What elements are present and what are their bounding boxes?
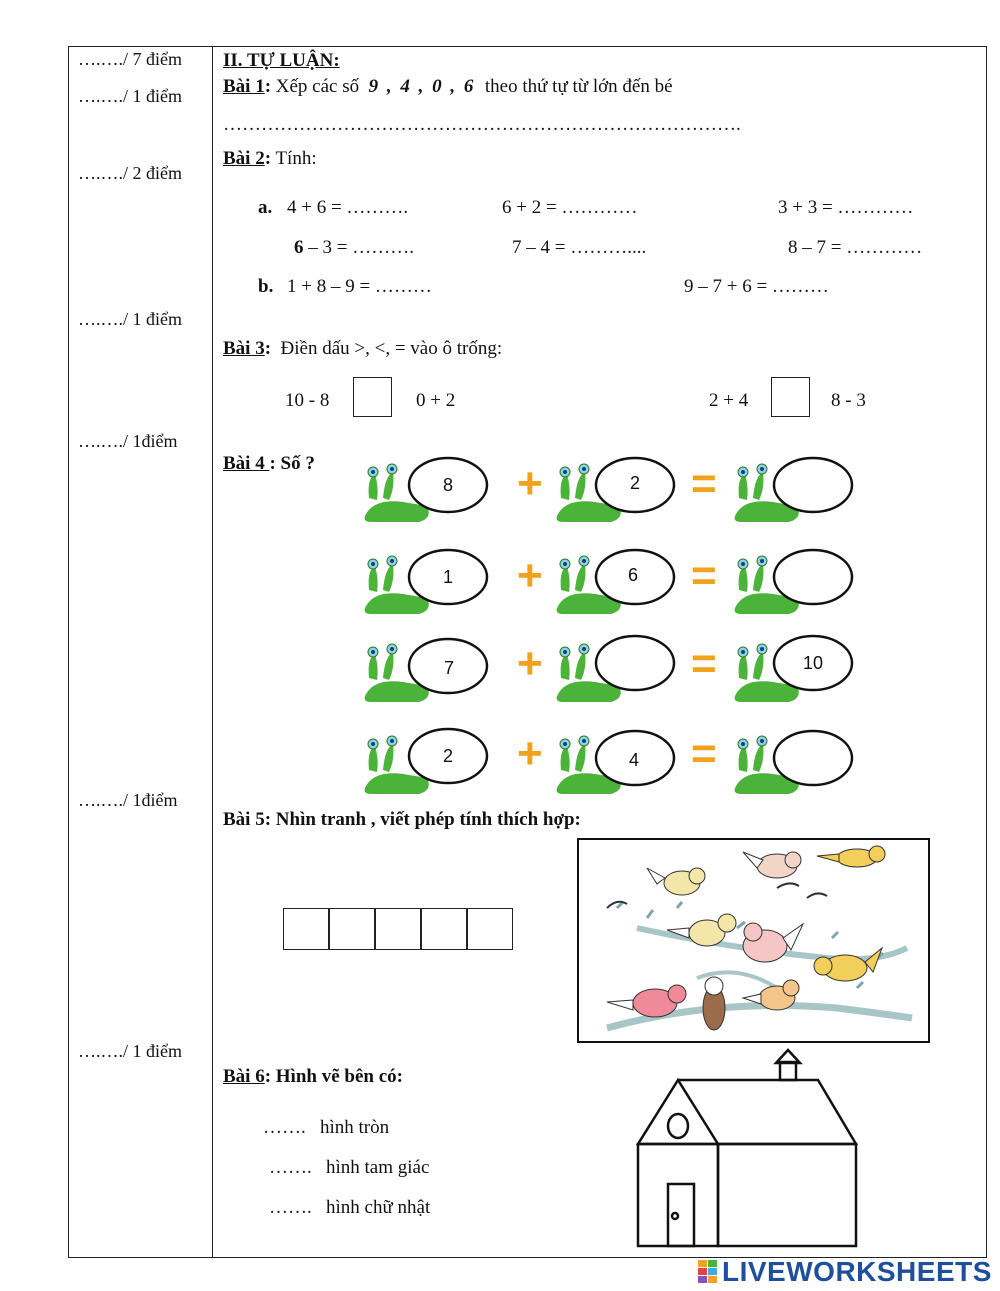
bai4-equals-r2: = <box>691 551 717 600</box>
bai1-label: Bài 1 <box>223 76 265 97</box>
round-window <box>668 1114 688 1138</box>
bai4-oval-r4-c[interactable] <box>774 731 852 785</box>
bai4-plus-r1: + <box>517 459 543 508</box>
side-wall <box>718 1144 856 1246</box>
bai6-prompt <box>223 1066 403 1088</box>
bai4-r2-a-value: 1 <box>442 567 453 587</box>
bai5-answer-cell-5[interactable] <box>467 908 513 950</box>
bai4-oval-r3-b[interactable] <box>596 636 674 690</box>
bai2-b-label: b. <box>258 276 274 297</box>
score-bai5: ….…./ 1điểm <box>78 790 178 810</box>
roof-side <box>678 1080 856 1144</box>
bai4-equals-r4: = <box>691 729 717 778</box>
bai6-item-3 <box>269 1197 430 1219</box>
bai6-item1-label: hình tròn <box>320 1117 390 1138</box>
bai2-a4[interactable] <box>294 237 414 259</box>
bai6-item3-label: hình chữ nhật <box>326 1197 431 1218</box>
score-part2: ….…./ 7 điểm <box>78 49 182 69</box>
bai4-oval-r1-c[interactable] <box>774 458 852 512</box>
score-bai3: ….…./ 1 điểm <box>78 309 182 329</box>
bai3-compare-box-1[interactable] <box>353 377 392 417</box>
score-bai6: ….…./ 1 điểm <box>78 1041 182 1061</box>
bai2-label: Bài 2 <box>223 148 265 169</box>
bai4-r3-a-value: 7 <box>443 658 454 678</box>
section-title: II. TỰ LUẬN: <box>223 50 340 71</box>
bai4-oval-r2-c[interactable] <box>774 550 852 604</box>
bai1-text-after: theo thứ tự từ lớn đến bé <box>484 76 673 97</box>
chimney <box>780 1062 796 1080</box>
bai6-item3-dots[interactable]: ……. <box>269 1197 312 1218</box>
bai6-item1-dots[interactable]: ……. <box>263 1117 306 1138</box>
score-column-divider <box>212 46 213 1258</box>
bai6-label: Bài 6 <box>223 1066 265 1087</box>
bai4-r4-a-value: 2 <box>442 746 453 766</box>
bai2-b1[interactable]: 1 + 8 – 9 = ……… <box>287 276 432 297</box>
bai5-birds-picture <box>577 838 930 1043</box>
score-bai4: ….…./ 1điểm <box>78 431 178 451</box>
bai1-numbers: 9 , 4 , 0 , 6 <box>368 76 476 97</box>
bai6-text: : Hình vẽ bên có: <box>264 1066 403 1087</box>
bai5-answer-cell-1[interactable] <box>283 908 329 950</box>
bai2-a2[interactable]: 6 + 2 = ………… <box>502 197 638 218</box>
bai3-left1: 10 - 8 <box>285 390 330 411</box>
bai5-prompt: Bài 5: Nhìn tranh , viết phép tính thích hợp: <box>223 809 581 830</box>
roof-triangle <box>638 1080 718 1144</box>
bai2-a5[interactable]: 7 – 4 = ……….... <box>512 237 647 258</box>
bai3-prompt: Bài 3: Điền dấu >, <, = vào ô trống: <box>223 338 503 359</box>
bai2-a1[interactable]: 4 + 6 = ………. <box>287 197 409 218</box>
liveworksheets-logo <box>698 1256 992 1288</box>
bai4-r1-a-value: 8 <box>442 475 453 495</box>
bai5-answer-cell-3[interactable] <box>375 908 421 950</box>
bai4-label: Bài 4 <box>223 453 270 474</box>
bai4-prompt <box>223 453 315 475</box>
bai3-left2: 2 + 4 <box>709 390 749 411</box>
score-bai1: ….…./ 1 điểm <box>78 86 182 106</box>
bai6-item2-label: hình tam giác <box>326 1157 430 1178</box>
bai4-plus-r3: + <box>517 639 543 688</box>
brand-text: LIVEWORKSHEETS <box>722 1256 992 1287</box>
bai3-right1: 0 + 2 <box>416 390 456 411</box>
front-wall <box>638 1144 718 1246</box>
bai2-a6[interactable]: 8 – 7 = ………… <box>788 237 923 258</box>
bai6-item-2 <box>269 1157 429 1179</box>
bai4-r4-b-value: 4 <box>628 750 639 770</box>
bai4-r3-c-value: 10 <box>802 653 824 673</box>
bai4-plus-r4: + <box>517 729 543 778</box>
bai2-text: Tính: <box>275 148 317 169</box>
score-bai2: ….…./ 2 điểm <box>78 163 182 183</box>
bai5-answer-cell-2[interactable] <box>329 908 375 950</box>
bai6-item-1 <box>263 1117 389 1139</box>
bai6-house-drawing <box>634 1046 860 1250</box>
bai4-r2-b-value: 6 <box>627 565 638 585</box>
bai2-a-label: a. <box>258 197 273 218</box>
bai2-a4-rest: – 3 = ………. <box>303 237 414 258</box>
bai2-b2[interactable]: 9 – 7 + 6 = ……… <box>684 276 829 297</box>
bai1-text-before: Xếp các số <box>275 76 360 97</box>
door-knob <box>672 1213 678 1219</box>
bai3-right2: 8 - 3 <box>831 390 866 411</box>
bai4-r1-b-value: 2 <box>629 473 640 493</box>
bai5-answer-cell-4[interactable] <box>421 908 467 950</box>
bai4-text: : Số ? <box>269 453 315 474</box>
bai6-item2-dots[interactable]: ……. <box>269 1157 312 1178</box>
bai2-a3[interactable]: 3 + 3 = ………… <box>778 197 914 218</box>
bai1-prompt: Bài 1: Xếp các số 9 , 4 , 0 , 6 theo thứ tự từ lớn đến bé <box>223 76 673 97</box>
bai2-a4-bold: 6 <box>294 237 304 258</box>
bird-icon <box>703 977 725 1030</box>
bai2-prompt: Bài 2: Tính: <box>223 148 317 169</box>
bai4-plus-r2: + <box>517 551 543 600</box>
bai3-label: Bài 3 <box>223 338 265 359</box>
bai1-answer-line[interactable]: ………………………………………………………………………. <box>223 114 741 135</box>
bai4-equals-r1: = <box>691 459 717 508</box>
bai3-compare-box-2[interactable] <box>771 377 810 417</box>
bai4-equals-r3: = <box>691 639 717 688</box>
liveworksheets-mark-icon <box>698 1260 718 1284</box>
bai3-text: Điền dấu >, <, = vào ô trống: <box>280 338 503 359</box>
